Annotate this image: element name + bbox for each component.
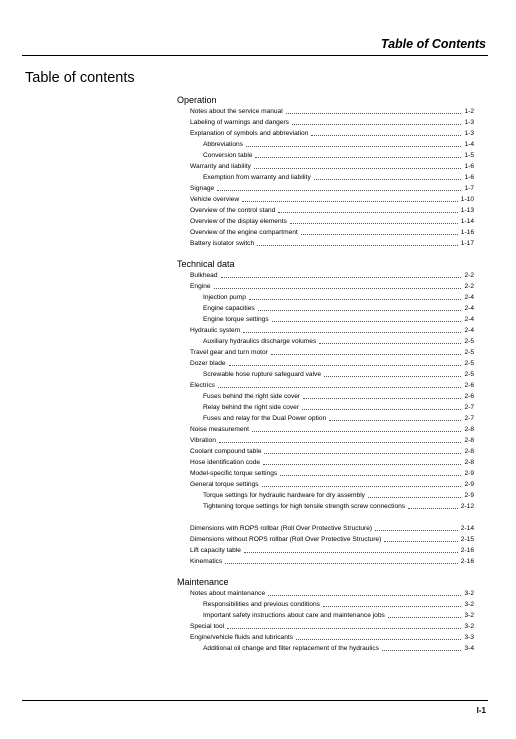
- toc-entry-label: Dimensions without ROPS rollbar (Roll Over Protective Structure): [190, 536, 382, 543]
- toc-entry-page: 1-7: [464, 185, 474, 192]
- toc-entry-page: 2-8: [464, 459, 474, 466]
- dot-leader: [258, 310, 462, 311]
- running-header-title: Table of Contents: [380, 37, 486, 51]
- toc-entry-page: 2-4: [464, 316, 474, 323]
- dot-leader: [255, 157, 461, 158]
- toc-entry-label: Engine capacities: [203, 305, 255, 312]
- toc-entry[interactable]: [177, 468, 474, 479]
- dot-leader: [246, 146, 462, 147]
- toc-entry[interactable]: [177, 139, 474, 150]
- toc-entry-label: Torque settings for hydraulic hardware for dry assembly: [203, 492, 365, 499]
- toc-entry-page: 1-2: [464, 108, 474, 115]
- dot-leader: [242, 201, 458, 202]
- toc-entry[interactable]: [177, 632, 474, 643]
- toc-entry-label: Hydraulic system: [190, 327, 241, 334]
- toc-entry-label: Fuses behind the right side cover: [203, 393, 301, 400]
- dot-leader: [301, 234, 458, 235]
- dot-leader: [218, 387, 462, 388]
- dot-leader: [280, 475, 461, 476]
- toc-entry[interactable]: [177, 358, 474, 369]
- toc-entry-label: Electrics: [190, 382, 215, 389]
- toc-section: [177, 95, 474, 249]
- toc-entry-label: Bulkhead: [190, 272, 218, 279]
- toc-entry[interactable]: [177, 599, 474, 610]
- toc-section: [177, 259, 474, 567]
- toc-entry[interactable]: [177, 205, 474, 216]
- header-rule: [22, 55, 488, 56]
- section-heading: Maintenance: [177, 577, 229, 587]
- toc-entry-label: Abbreviations: [203, 141, 243, 148]
- toc-entry-label: Conversion table: [203, 152, 253, 159]
- dot-leader: [319, 343, 461, 344]
- dot-leader: [303, 398, 461, 399]
- dot-leader: [219, 442, 462, 443]
- toc-entry-page: 3-2: [464, 612, 474, 619]
- toc-entry-label: Engine torque settings: [203, 316, 269, 323]
- toc-entry[interactable]: [177, 161, 474, 172]
- toc-entry-page: 1-6: [464, 174, 474, 181]
- toc-entry-label: Important safety instructions about care and maintenance jobs: [203, 612, 385, 619]
- toc-entry-label: Engine/vehicle fluids and lubricants: [190, 634, 293, 641]
- toc-entry-label: Labeling of warnings and dangers: [190, 119, 289, 126]
- toc-entry-page: 1-5: [464, 152, 474, 159]
- toc-entry-page: 3-2: [464, 590, 474, 597]
- dot-leader: [227, 628, 461, 629]
- toc-entry[interactable]: [177, 369, 474, 380]
- toc-entry[interactable]: [177, 270, 474, 281]
- toc-entry-label: Overview of the engine compartment: [190, 229, 298, 236]
- toc-entry-page: 3-4: [464, 645, 474, 652]
- toc-entry[interactable]: [177, 216, 474, 227]
- dot-leader: [296, 639, 461, 640]
- dot-leader: [263, 464, 461, 465]
- toc-entry-label: Tightening torque settings for high tensile strength screw connections: [203, 503, 406, 510]
- dot-leader: [382, 650, 462, 651]
- toc-entry[interactable]: [177, 621, 474, 632]
- toc-entry-page: 1-14: [460, 218, 474, 225]
- toc-entry[interactable]: [177, 534, 474, 545]
- toc-entry-page: 2-14: [460, 525, 474, 532]
- section-heading: Operation: [177, 95, 217, 105]
- toc-entry-page: 2-4: [464, 327, 474, 334]
- toc-entry-label: Notes about the service manual: [190, 108, 283, 115]
- dot-leader: [384, 541, 458, 542]
- toc-entry[interactable]: [177, 150, 474, 161]
- toc-entry-page: 1-17: [460, 240, 474, 247]
- toc-entry-label: Screwable hose rupture safeguard valve: [203, 371, 322, 378]
- toc-entry-page: 1-10: [460, 196, 474, 203]
- toc-entry-page: 2-2: [464, 272, 474, 279]
- toc-entry-page: 2-4: [464, 305, 474, 312]
- toc-entry[interactable]: [177, 490, 474, 501]
- toc-entry[interactable]: [177, 424, 474, 435]
- toc-entry-label: Overview of the control stand: [190, 207, 276, 214]
- toc-entry-label: Notes about maintenance: [190, 590, 266, 597]
- toc-entry-page: 2-9: [464, 481, 474, 488]
- toc-entry-label: Exemption from warranty and liability: [203, 174, 311, 181]
- dot-leader: [272, 321, 462, 322]
- table-of-contents: [177, 95, 474, 664]
- dot-leader: [252, 431, 461, 432]
- toc-entry-page: 2-9: [464, 470, 474, 477]
- dot-leader: [264, 453, 461, 454]
- toc-entry[interactable]: [177, 435, 474, 446]
- toc-entry-page: 2-9: [464, 492, 474, 499]
- toc-entry[interactable]: [177, 457, 474, 468]
- toc-entry-label: Travel gear and turn motor: [190, 349, 268, 356]
- toc-entry[interactable]: [177, 183, 474, 194]
- toc-entry-page: 2-4: [464, 294, 474, 301]
- toc-entry-label: Warranty and liability: [190, 163, 251, 170]
- section-heading: Technical data: [177, 259, 235, 269]
- toc-entry-page: 2-2: [464, 283, 474, 290]
- dot-leader: [329, 420, 461, 421]
- toc-entry[interactable]: [177, 314, 474, 325]
- dot-leader: [323, 606, 462, 607]
- dot-leader: [408, 508, 458, 509]
- dot-leader: [271, 354, 462, 355]
- footer-rule: [22, 700, 488, 701]
- dot-leader: [278, 212, 457, 213]
- dot-leader: [268, 595, 461, 596]
- toc-entry-label: Signage: [190, 185, 215, 192]
- toc-entry-label: Special tool: [190, 623, 225, 630]
- toc-entry-label: Responsibilities and previous conditions: [203, 601, 320, 608]
- toc-entry-label: Battery isolator switch: [190, 240, 255, 247]
- toc-entry[interactable]: [177, 172, 474, 183]
- toc-entry[interactable]: [177, 106, 474, 117]
- toc-entry-label: Fuses and relay for the Dual Power option: [203, 415, 327, 422]
- toc-entry[interactable]: [177, 238, 474, 249]
- dot-leader: [221, 277, 462, 278]
- toc-entry-label: Injection pump: [203, 294, 246, 301]
- toc-entry-page: 2-5: [464, 371, 474, 378]
- toc-entry-label: Vehicle overview: [190, 196, 240, 203]
- toc-entry[interactable]: [177, 227, 474, 238]
- toc-entry-label: Engine: [190, 283, 211, 290]
- toc-entry[interactable]: [177, 194, 474, 205]
- toc-entry-page: 1-3: [464, 119, 474, 126]
- toc-entry[interactable]: [177, 479, 474, 490]
- toc-entry-page: 2-12: [460, 503, 474, 510]
- toc-entry[interactable]: [177, 402, 474, 413]
- toc-entry-page: 2-7: [464, 404, 474, 411]
- dot-leader: [311, 135, 461, 136]
- dot-leader: [225, 563, 458, 564]
- toc-entry[interactable]: [177, 281, 474, 292]
- dot-leader: [243, 332, 461, 333]
- toc-entry[interactable]: [177, 610, 474, 621]
- toc-entry-page: 2-7: [464, 415, 474, 422]
- toc-entry-label: Kinematics: [190, 558, 223, 565]
- dot-leader: [214, 288, 462, 289]
- toc-entry-label: Noise measurement: [190, 426, 250, 433]
- toc-entry-label: Relay behind the right side cover: [203, 404, 300, 411]
- dot-leader: [262, 486, 462, 487]
- toc-entry-label: Vibration: [190, 437, 216, 444]
- dot-leader: [388, 617, 462, 618]
- toc-entry-label: Hose identification code: [190, 459, 261, 466]
- toc-entry[interactable]: [177, 588, 474, 599]
- toc-entry[interactable]: [177, 347, 474, 358]
- page-number: I-1: [476, 706, 486, 715]
- toc-entry[interactable]: [177, 501, 474, 512]
- toc-entry[interactable]: [177, 643, 474, 654]
- toc-entry[interactable]: [177, 128, 474, 139]
- toc-entry-label: Dozer blade: [190, 360, 226, 367]
- toc-entry[interactable]: [177, 523, 474, 534]
- dot-leader: [217, 190, 461, 191]
- toc-entry[interactable]: [177, 380, 474, 391]
- toc-entry-page: 2-5: [464, 360, 474, 367]
- toc-entry-label: Dimensions with ROPS rollbar (Roll Over Protective Structure): [190, 525, 373, 532]
- toc-entry-label: Additional oil change and filter replacement of the hydraulics: [203, 645, 379, 652]
- dot-leader: [290, 223, 458, 224]
- toc-entry-page: 2-5: [464, 338, 474, 345]
- toc-entry-page: 2-8: [464, 437, 474, 444]
- dot-leader: [257, 245, 458, 246]
- toc-entry[interactable]: [177, 336, 474, 347]
- toc-entry[interactable]: [177, 292, 474, 303]
- toc-entry-page: 1-3: [464, 130, 474, 137]
- toc-entry-label: Model-specific torque settings: [190, 470, 278, 477]
- toc-entry-label: General torque settings: [190, 481, 259, 488]
- toc-entry-label: Lift capacity table: [190, 547, 241, 554]
- toc-entry[interactable]: [177, 556, 474, 567]
- toc-entry-label: Explanation of symbols and abbreviation: [190, 130, 309, 137]
- dot-leader: [302, 409, 461, 410]
- dot-leader: [254, 168, 462, 169]
- toc-entry-label: Overview of the display elements: [190, 218, 287, 225]
- toc-entry-page: 2-6: [464, 393, 474, 400]
- toc-entry[interactable]: [177, 303, 474, 314]
- toc-entry-page: 2-16: [460, 558, 474, 565]
- toc-entry-label: Auxiliary hydraulics discharge volumes: [203, 338, 317, 345]
- toc-entry-page: 2-8: [464, 448, 474, 455]
- dot-leader: [292, 124, 461, 125]
- toc-entry-page: 3-3: [464, 634, 474, 641]
- toc-entry-page: 1-16: [460, 229, 474, 236]
- toc-entry-page: 3-2: [464, 623, 474, 630]
- toc-entry[interactable]: [177, 413, 474, 424]
- toc-entry[interactable]: [177, 117, 474, 128]
- toc-entry-page: 1-6: [464, 163, 474, 170]
- dot-leader: [314, 179, 462, 180]
- toc-entry-label: Coolant compound table: [190, 448, 262, 455]
- toc-entry-page: 1-13: [460, 207, 474, 214]
- toc-section: [177, 577, 474, 654]
- toc-entry-page: 2-15: [460, 536, 474, 543]
- dot-leader: [375, 530, 458, 531]
- toc-entry-page: 2-16: [460, 547, 474, 554]
- toc-entry-page: 2-8: [464, 426, 474, 433]
- dot-leader: [244, 552, 458, 553]
- toc-entry-page: 1-4: [464, 141, 474, 148]
- dot-leader: [286, 113, 462, 114]
- toc-entry-page: 3-2: [464, 601, 474, 608]
- dot-leader: [368, 497, 461, 498]
- toc-entry[interactable]: [177, 325, 474, 336]
- toc-entry-page: 2-6: [464, 382, 474, 389]
- dot-leader: [229, 365, 462, 366]
- toc-entry[interactable]: [177, 545, 474, 556]
- toc-entry[interactable]: [177, 391, 474, 402]
- dot-leader: [324, 376, 461, 377]
- toc-entry-page: 2-5: [464, 349, 474, 356]
- toc-entry[interactable]: [177, 446, 474, 457]
- dot-leader: [249, 299, 462, 300]
- page-title: Table of contents: [25, 70, 135, 86]
